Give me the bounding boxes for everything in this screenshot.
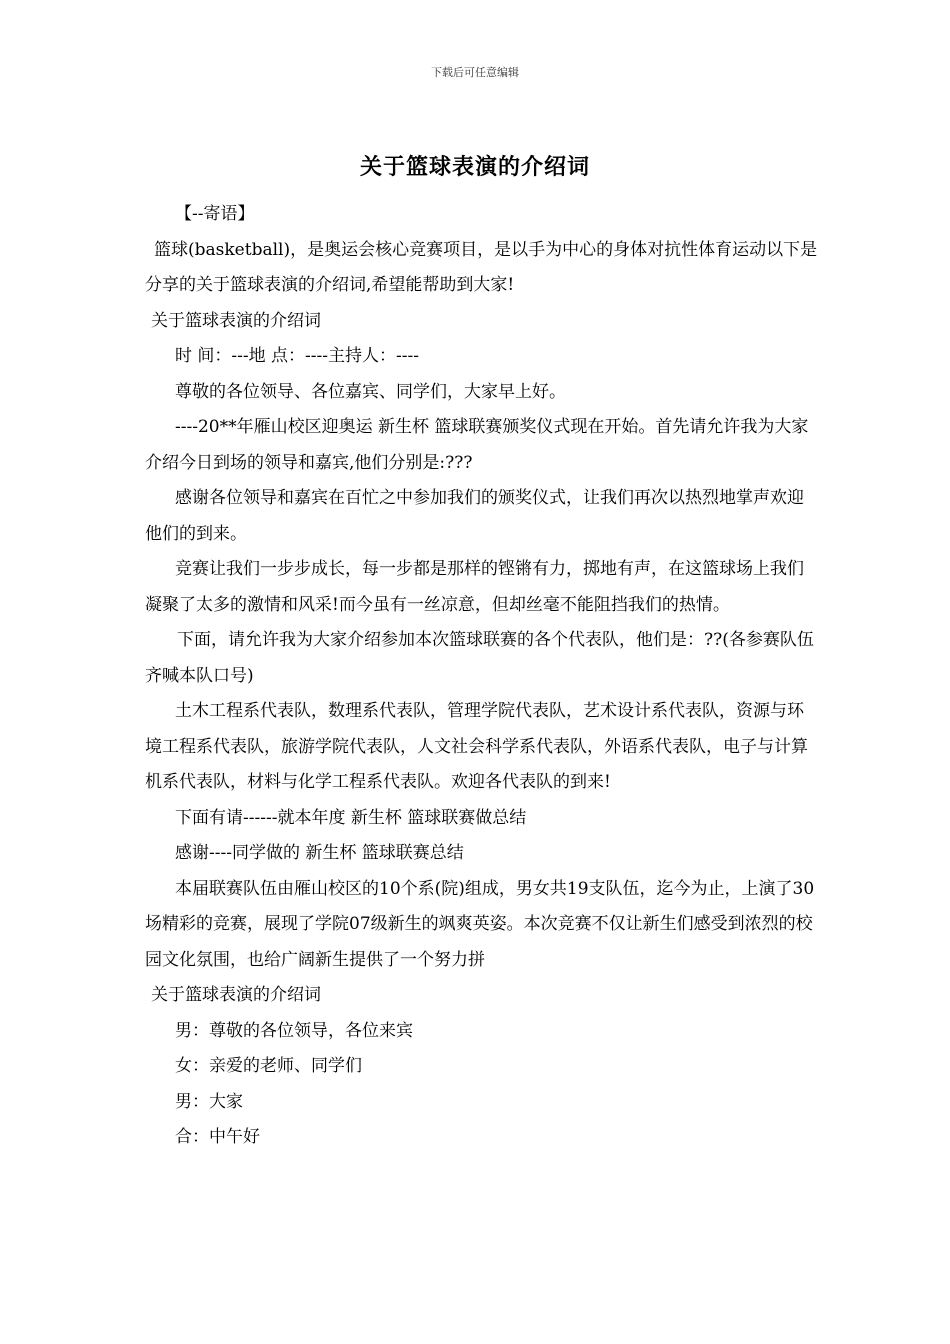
paragraph-teams-list: 土木工程系代表队，数理系代表队，管理学院代表队，艺术设计系代表队，资源与环境工程系代表队，旅游学院代表队，人文社会科学系代表队，外语系代表队，电子与计算机系代表队，材料与化学工程系代表队。欢迎各代表队的到来! [145, 701, 808, 792]
paragraph-time-place: 时 间：---地 点：----主持人：---- [175, 346, 419, 366]
dialogue-line-female-1: 女：亲爱的老师、同学们 [175, 1056, 362, 1076]
paragraph-competition: 竞赛让我们一步步成长，每一步都是那样的铿锵有力，掷地有声，在这篮球场上我们凝聚了太多的激情和风采!而今虽有一丝凉意，但却丝毫不能阻挡我们的热情。 [145, 559, 804, 615]
paragraph-summary-invite: 下面有请------就本年度 新生杯 篮球联赛做总结 [175, 807, 527, 828]
dialogue-line-male-2: 男：大家 [175, 1091, 243, 1112]
dialogue-line-male-1: 男：尊敬的各位领导，各位来宾 [175, 1020, 413, 1041]
paragraph-summary-thanks: 感谢----同学做的 新生杯 篮球联赛总结 [175, 843, 464, 863]
paragraph-teams-intro: 下面，请允许我为大家介绍参加本次篮球联赛的各个代表队，他们是：??(各参赛队伍齐喊本队口号) [145, 630, 814, 686]
document-body [145, 197, 820, 1156]
paragraph-epigraph: 【--寄语】 [175, 204, 255, 224]
dialogue-line-together: 合：中午好 [175, 1127, 260, 1147]
paragraph-greeting: 尊敬的各位领导、各位嘉宾、同学们，大家早上好。 [175, 381, 566, 402]
header-note: 下载后可任意编辑 [431, 66, 519, 79]
page-title: 关于篮球表演的介绍词 [359, 155, 590, 180]
paragraph-ceremony-start: ----20**年雁山校区迎奥运 新生杯 篮球联赛颁奖仪式现在开始。首先请允许我为大家介绍今日到场的领导和嘉宾,他们分别是:??? [145, 417, 809, 473]
section-heading-2: 关于篮球表演的介绍词 [151, 985, 321, 1005]
paragraph-intro: 篮球(basketball)，是奥运会核心竞赛项目，是以手为中心的身体对抗性体育运动以下是分享的关于篮球表演的介绍词,希望能帮助到大家! [145, 239, 818, 295]
section-heading: 关于篮球表演的介绍词 [151, 310, 321, 331]
paragraph-thanks: 感谢各位领导和嘉宾在百忙之中参加我们的颁奖仪式，让我们再次以热烈地掌声欢迎他们的到来。 [145, 488, 804, 544]
paragraph-league-recap: 本届联赛队伍由雁山校区的10个系(院)组成，男女共19支队伍，迄今为止，上演了30场精彩的竞赛，展现了学院07级新生的飒爽英姿。本次竞赛不仅让新生们感受到浓烈的校园文化氛围，也给广阔新生提供了一个努力拼 [145, 878, 815, 970]
